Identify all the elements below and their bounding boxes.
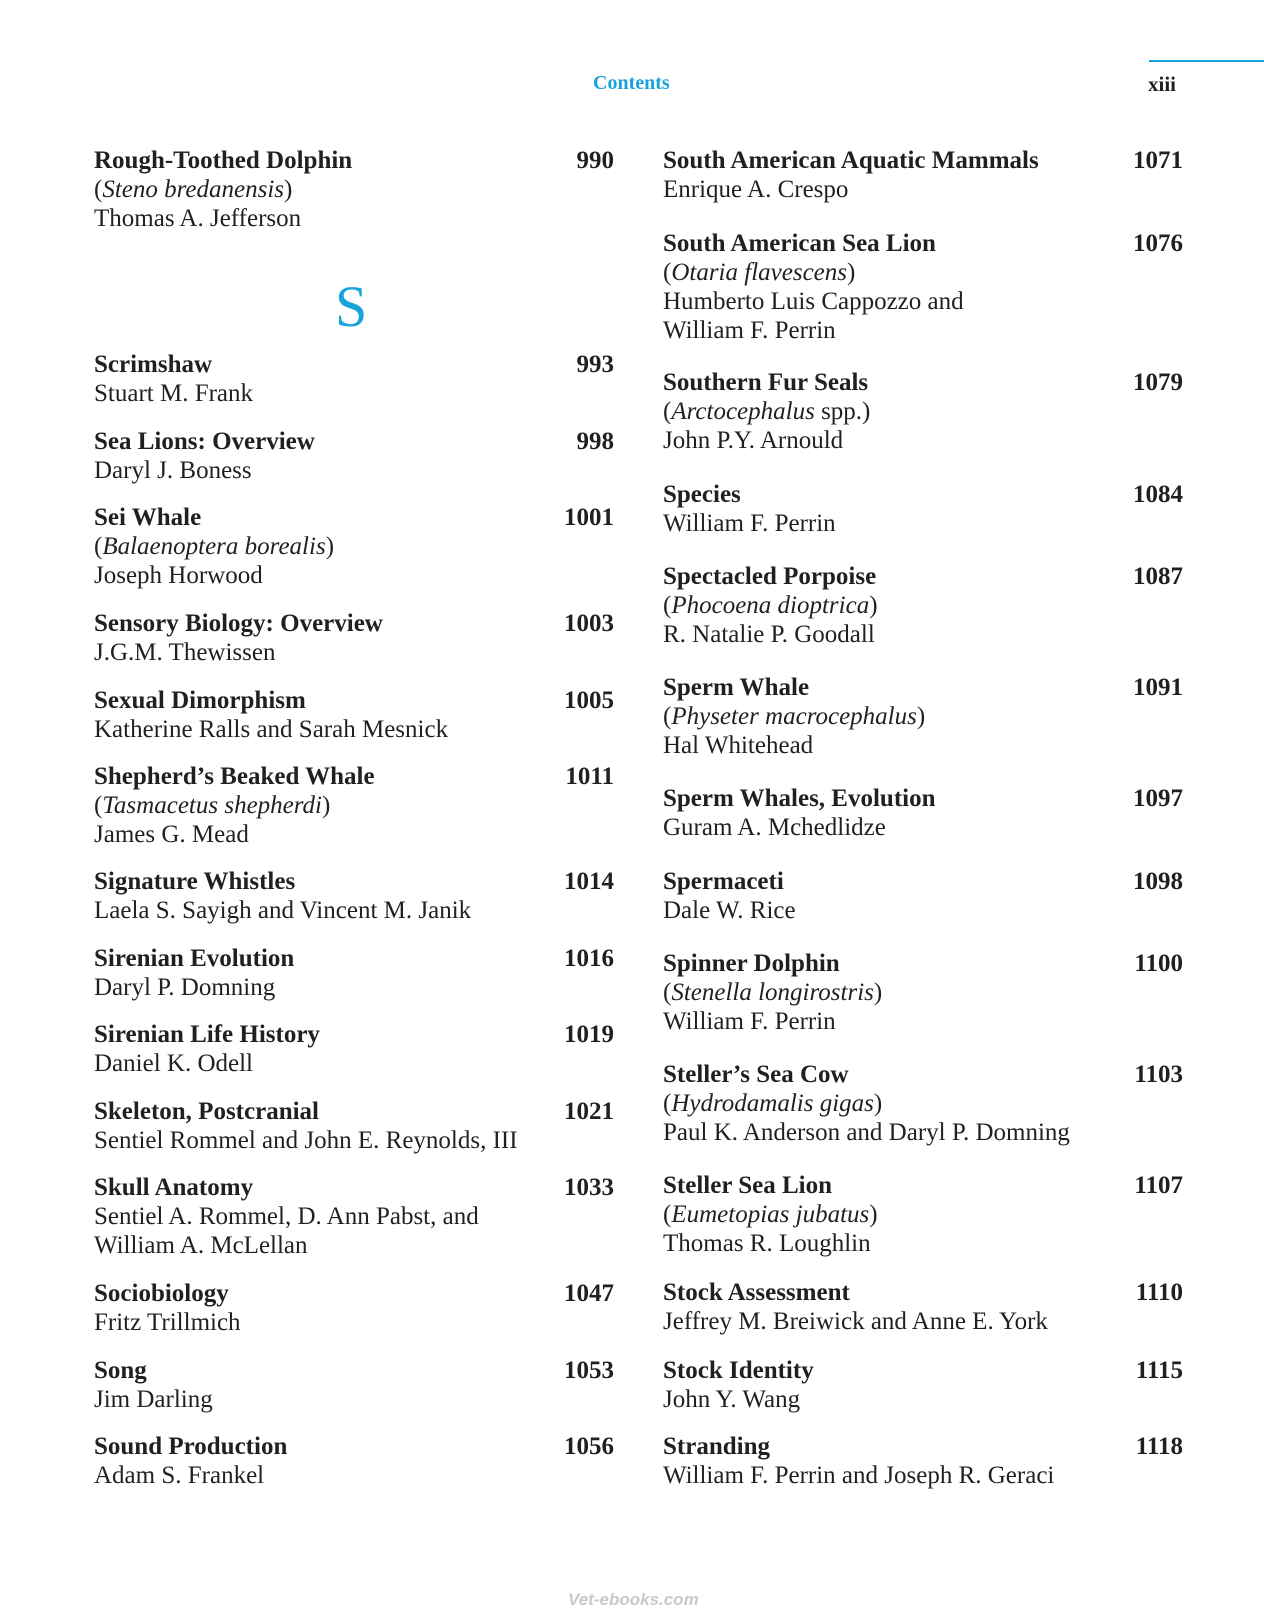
entry-title: Scrimshaw — [94, 351, 213, 378]
toc-entry[interactable] — [94, 1432, 614, 1490]
entry-title: South American Aquatic Mammals — [663, 147, 1039, 174]
entry-authors: William F. Perrin — [663, 317, 836, 344]
entry-page-number: 1014 — [564, 868, 614, 895]
entry-title: Sirenian Evolution — [94, 945, 295, 972]
page-number: xiii — [1148, 72, 1177, 96]
entry-title: Stock Identity — [663, 1357, 814, 1384]
entry-page-number: 1110 — [1135, 1279, 1183, 1306]
entry-authors: Sentiel Rommel and John E. Reynolds, III — [94, 1127, 518, 1154]
entry-title: Rough-Toothed Dolphin — [94, 147, 353, 174]
entry-authors: William A. McLellan — [94, 1232, 308, 1259]
entry-page-number: 1076 — [1133, 230, 1183, 257]
entry-authors: Thomas A. Jefferson — [94, 205, 302, 232]
entry-page-number: 990 — [576, 147, 614, 174]
entry-title: Shepherd’s Beaked Whale — [94, 763, 375, 790]
entry-authors: Fritz Trillmich — [94, 1309, 241, 1336]
entry-authors: Katherine Ralls and Sarah Mesnick — [94, 716, 449, 743]
toc-entry[interactable] — [663, 480, 1183, 538]
running-head: Contents — [593, 72, 670, 94]
entry-page-number: 1107 — [1134, 1172, 1183, 1199]
entry-title: Stranding — [663, 1433, 770, 1460]
entry-page-number: 1071 — [1133, 147, 1183, 174]
entry-authors: Daryl P. Domning — [94, 974, 276, 1001]
entry-page-number: 1011 — [565, 763, 614, 790]
entry-page-number: 998 — [576, 428, 614, 455]
toc-entry[interactable] — [94, 1097, 614, 1155]
entry-authors: Sentiel A. Rommel, D. Ann Pabst, and — [94, 1203, 479, 1230]
entry-page-number: 1001 — [564, 504, 614, 531]
entry-page-number: 1021 — [564, 1098, 614, 1125]
entry-authors: William F. Perrin — [663, 510, 836, 537]
toc-entry[interactable] — [663, 368, 1183, 455]
toc-entry[interactable] — [663, 1432, 1183, 1490]
toc-entry[interactable] — [663, 1060, 1183, 1147]
entry-title: Sperm Whale — [663, 674, 810, 701]
entry-title: Spinner Dolphin — [663, 950, 840, 977]
entry-authors: Adam S. Frankel — [94, 1462, 265, 1489]
entry-authors: John P.Y. Arnould — [663, 427, 844, 454]
toc-entry[interactable] — [94, 1279, 614, 1337]
entry-authors: Jim Darling — [94, 1386, 213, 1413]
entry-scientific-name: (Physeter macrocephalus) — [663, 703, 926, 730]
entry-page-number: 993 — [576, 351, 614, 378]
entry-authors: James G. Mead — [94, 821, 249, 848]
toc-entry[interactable] — [94, 762, 614, 849]
entry-title: Song — [94, 1357, 147, 1384]
entry-title: Sound Production — [94, 1433, 288, 1460]
toc-entry[interactable] — [94, 686, 614, 744]
entry-authors: Jeffrey M. Breiwick and Anne E. York — [663, 1308, 1048, 1335]
entry-page-number: 1084 — [1133, 481, 1183, 508]
toc-entry[interactable] — [663, 562, 1183, 649]
entry-scientific-name: (Hydrodamalis gigas) — [663, 1090, 883, 1117]
entry-title: Steller Sea Lion — [663, 1172, 832, 1199]
entry-authors: Thomas R. Loughlin — [663, 1230, 871, 1257]
header-rule — [1149, 60, 1264, 62]
toc-entry[interactable] — [663, 949, 1183, 1036]
entry-scientific-name: (Stenella longirostris) — [663, 979, 883, 1006]
entry-scientific-name: (Arctocephalus spp.) — [663, 398, 871, 425]
entry-page-number: 1005 — [564, 687, 614, 714]
toc-entry[interactable] — [94, 867, 614, 925]
entry-page-number: 1056 — [564, 1433, 614, 1460]
toc-entry[interactable] — [663, 146, 1183, 204]
entry-authors: Humberto Luis Cappozzo and — [663, 288, 964, 315]
entry-authors: Dale W. Rice — [663, 897, 796, 924]
entry-scientific-name: (Steno bredanensis) — [94, 176, 293, 203]
entry-authors: Laela S. Sayigh and Vincent M. Janik — [94, 897, 472, 924]
entry-page-number: 1100 — [1134, 950, 1183, 977]
toc-entry[interactable] — [94, 609, 614, 667]
entry-title: Sperm Whales, Evolution — [663, 785, 936, 812]
entry-authors: R. Natalie P. Goodall — [663, 621, 875, 648]
entry-title: Skull Anatomy — [94, 1174, 254, 1201]
toc-entry[interactable] — [94, 1173, 614, 1260]
toc-entry[interactable] — [94, 503, 614, 590]
entry-page-number: 1087 — [1133, 563, 1183, 590]
entry-scientific-name: (Eumetopias jubatus) — [663, 1201, 878, 1228]
toc-entry[interactable] — [663, 229, 1183, 345]
toc-entry[interactable] — [94, 944, 614, 1002]
entry-title: Sea Lions: Overview — [94, 428, 315, 455]
entry-title: Species — [663, 481, 741, 508]
toc-entry[interactable] — [663, 1278, 1183, 1336]
entry-scientific-name: (Tasmacetus shepherdi) — [94, 792, 331, 819]
entry-authors: Paul K. Anderson and Daryl P. Domning — [663, 1119, 1070, 1146]
entry-page-number: 1047 — [564, 1280, 614, 1307]
entry-authors: Daniel K. Odell — [94, 1050, 253, 1077]
entry-title: Sexual Dimorphism — [94, 687, 306, 714]
entry-authors: Daryl J. Boness — [94, 457, 252, 484]
entry-page-number: 1003 — [564, 610, 614, 637]
entry-title: Sensory Biology: Overview — [94, 610, 383, 637]
entry-page-number: 1097 — [1133, 785, 1183, 812]
entry-authors: J.G.M. Thewissen — [94, 639, 276, 666]
entry-page-number: 1019 — [564, 1021, 614, 1048]
entry-page-number: 1053 — [564, 1357, 614, 1384]
entry-authors: William F. Perrin — [663, 1008, 836, 1035]
entry-title: Spectacled Porpoise — [663, 563, 877, 590]
entry-title: Southern Fur Seals — [663, 369, 869, 396]
entry-scientific-name: (Balaenoptera borealis) — [94, 533, 335, 560]
entry-authors: John Y. Wang — [663, 1386, 801, 1413]
entry-title: Spermaceti — [663, 868, 784, 895]
entry-authors: Hal Whitehead — [663, 732, 814, 759]
entry-page-number: 1115 — [1135, 1357, 1183, 1384]
toc-entry[interactable] — [663, 867, 1183, 925]
entry-title: Sirenian Life History — [94, 1021, 320, 1048]
toc-entry[interactable] — [94, 146, 614, 233]
toc-entry[interactable] — [94, 427, 614, 485]
entry-page-number: 1079 — [1133, 369, 1183, 396]
entry-title: Steller’s Sea Cow — [663, 1061, 849, 1088]
entry-title: Stock Assessment — [663, 1279, 850, 1306]
watermark: Vet-ebooks.com — [568, 1590, 699, 1609]
entry-page-number: 1103 — [1134, 1061, 1183, 1088]
toc-entry[interactable] — [663, 784, 1183, 842]
entry-scientific-name: (Phocoena dioptrica) — [663, 592, 878, 619]
toc-entry[interactable] — [663, 1356, 1183, 1414]
entry-authors: William F. Perrin and Joseph R. Geraci — [663, 1462, 1055, 1489]
toc-entry[interactable] — [94, 350, 614, 408]
entry-title: Sei Whale — [94, 504, 202, 531]
entry-authors: Stuart M. Frank — [94, 380, 254, 407]
entry-authors: Joseph Horwood — [94, 562, 263, 589]
entry-page-number: 1098 — [1133, 868, 1183, 895]
entry-title: Skeleton, Postcranial — [94, 1098, 319, 1125]
entry-page-number: 1016 — [564, 945, 614, 972]
entry-page-number: 1118 — [1135, 1433, 1183, 1460]
entry-title: South American Sea Lion — [663, 230, 936, 257]
section-letter: S — [335, 274, 368, 339]
entry-authors: Enrique A. Crespo — [663, 176, 849, 203]
toc-entry[interactable] — [94, 1020, 614, 1078]
toc-entry[interactable] — [94, 1356, 614, 1414]
entry-title: Sociobiology — [94, 1280, 229, 1307]
entry-page-number: 1091 — [1133, 674, 1183, 701]
entry-page-number: 1033 — [564, 1174, 614, 1201]
entry-scientific-name: (Otaria flavescens) — [663, 259, 856, 286]
toc-entry[interactable] — [663, 673, 1183, 760]
entry-authors: Guram A. Mchedlidze — [663, 814, 886, 841]
entry-title: Signature Whistles — [94, 868, 296, 895]
toc-entry[interactable] — [663, 1171, 1183, 1258]
